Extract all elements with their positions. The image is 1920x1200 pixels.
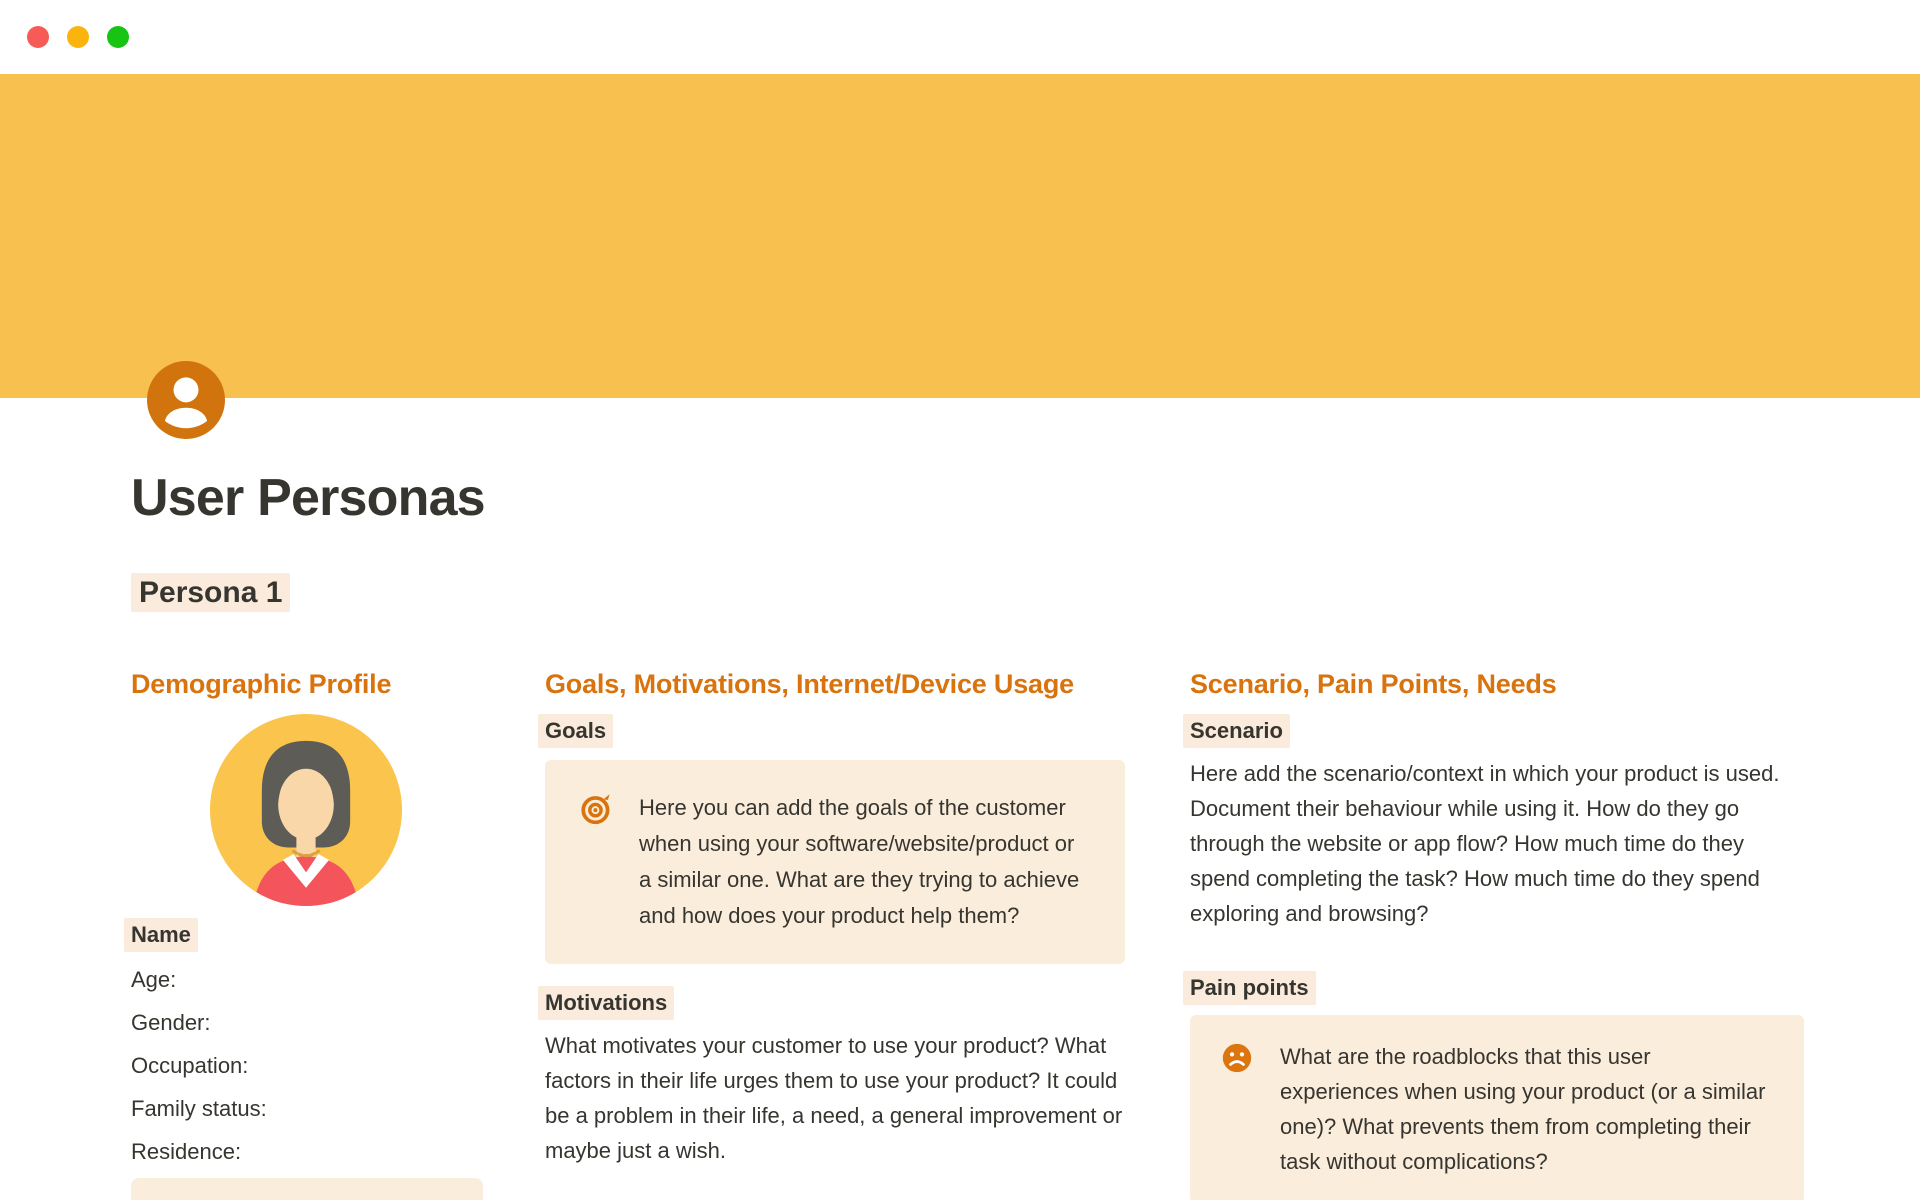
motivations-text: What motivates your customer to use your product? What factors in their life urges them to use your product? It could be a problem in their life, a need, a general improvement or maybe just a wish. (545, 1033, 1123, 1163)
field-occupation: Occupation: (131, 1053, 249, 1078)
pain-points-callout (1190, 1015, 1804, 1200)
person-icon[interactable] (147, 361, 225, 439)
scenario-label: Scenario (1183, 714, 1290, 748)
scenario-label-row (1190, 714, 1804, 748)
field-age: Age: (131, 967, 177, 992)
goals-callout (545, 760, 1125, 964)
field-residence: Residence: (131, 1139, 242, 1164)
name-label-row (131, 918, 481, 952)
goals-label: Goals (538, 714, 613, 748)
sad-face-icon (1220, 1041, 1254, 1075)
pain-points-callout-text: What are the roadblocks that this user experiences when using your product (or a similar one)? What prevents them from completing their task without complications? (1280, 1044, 1766, 1174)
persona-avatar-image (210, 714, 402, 906)
window-titlebar (0, 0, 1920, 74)
minimize-button[interactable] (67, 26, 89, 48)
cover-banner (0, 74, 1920, 398)
column-scenario-painpoints (1190, 666, 1804, 1200)
field-gender: Gender: (131, 1010, 211, 1035)
fullscreen-button[interactable] (107, 26, 129, 48)
pain-points-label-row (1190, 971, 1804, 1005)
persona-heading (131, 576, 290, 610)
column-demographic-profile (131, 666, 481, 1200)
motivations-label-row (545, 986, 1125, 1020)
goals-callout-text: Here you can add the goals of the customer when using your software/website/product or a similar one. What are they trying to achieve and how does your product help them? (639, 795, 1080, 928)
goals-motivations-heading: Goals, Motivations, Internet/Device Usage (545, 669, 1074, 699)
name-label: Name (124, 918, 198, 952)
column-goals-motivations (545, 666, 1125, 1168)
scenario-text: Here add the scenario/context in which your product is used. Document their behaviour while using it. How do they go through the website or app flow? How much time do they spend completing the task? How much time do they spend exploring and browsing? (1190, 761, 1780, 926)
cutoff-callout-box (131, 1178, 483, 1200)
page-title: User Personas (131, 469, 485, 527)
close-button[interactable] (27, 26, 49, 48)
pain-points-label: Pain points (1183, 971, 1316, 1005)
field-family-status: Family status: (131, 1096, 267, 1121)
motivations-label: Motivations (538, 986, 674, 1020)
target-icon (579, 792, 613, 826)
demographic-profile-heading: Demographic Profile (131, 669, 392, 699)
persona-heading-text: Persona 1 (131, 573, 290, 612)
goals-label-row (545, 714, 1125, 748)
window-controls (27, 26, 129, 48)
scenario-painpoints-heading: Scenario, Pain Points, Needs (1190, 669, 1557, 699)
